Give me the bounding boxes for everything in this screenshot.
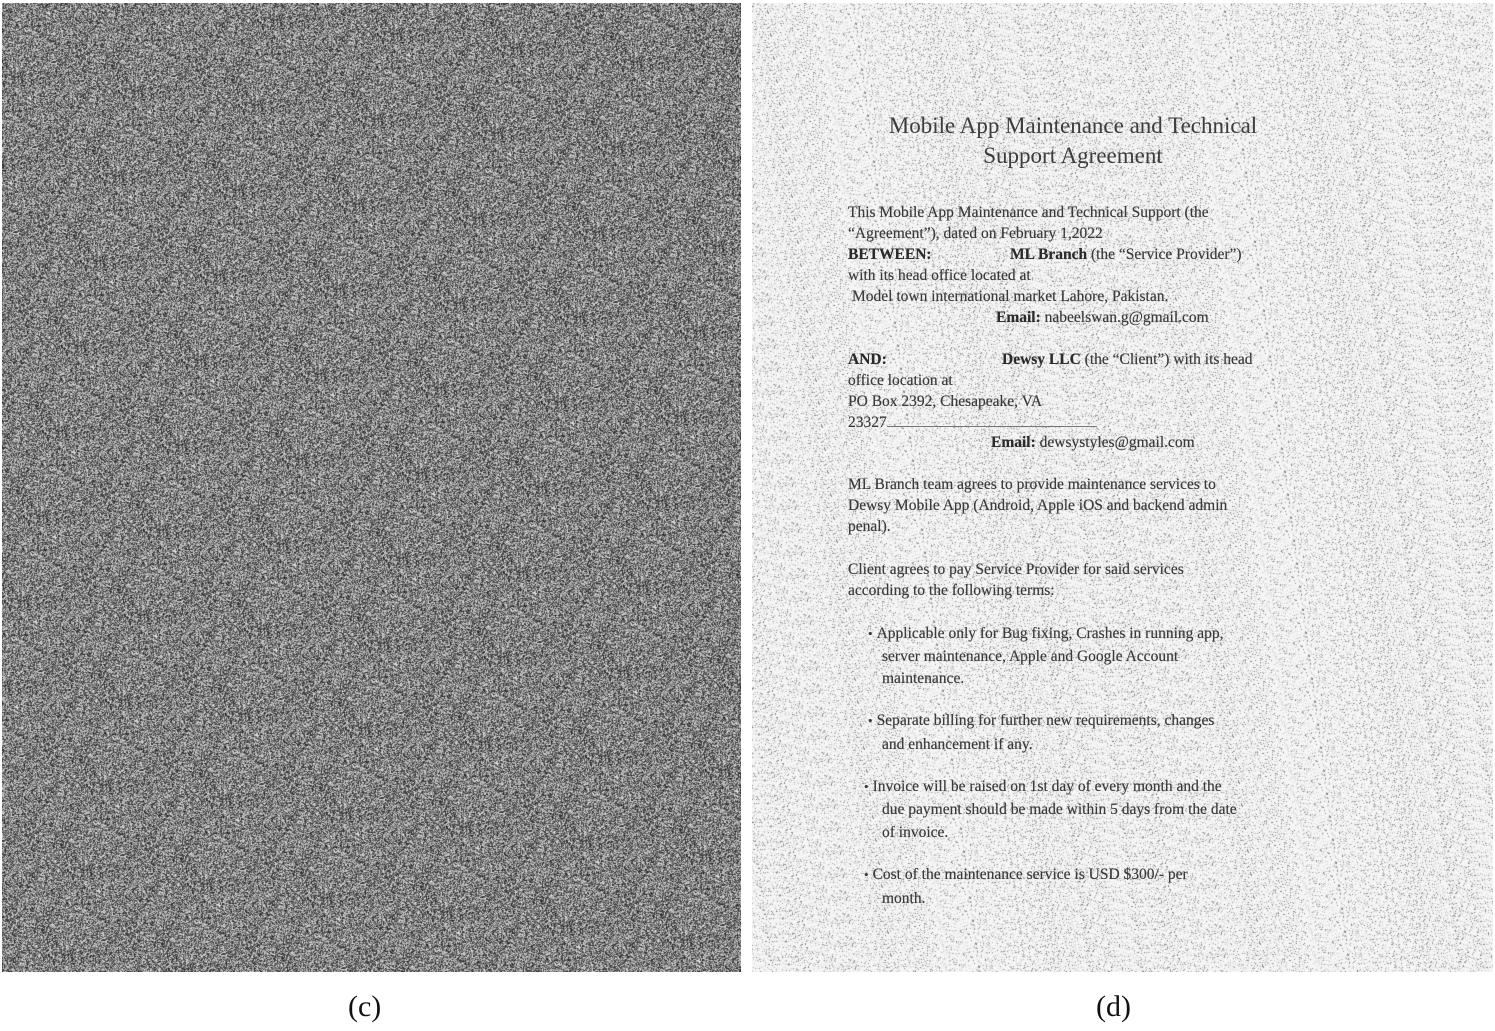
scope-line-3: penal). bbox=[848, 518, 891, 535]
intro-line-2: “Agreement”), dated on February 1,2022 bbox=[848, 225, 1103, 242]
bullet-item bbox=[868, 623, 1224, 644]
bullet-text: Invoice will be raised on 1st day of every month and the bbox=[872, 778, 1222, 795]
email-label: Email: bbox=[991, 434, 1036, 451]
client-zip-row bbox=[848, 412, 1097, 433]
bullet-marker: • bbox=[868, 713, 873, 728]
provider-heading bbox=[1010, 244, 1242, 265]
bullet-marker: • bbox=[864, 867, 869, 882]
provider-line-2: with its head office located at bbox=[848, 267, 1031, 284]
caption-d: (d) bbox=[1096, 990, 1131, 1023]
bullet-text: of invoice. bbox=[882, 824, 949, 841]
provider-role: (the “Service Provider”) bbox=[1090, 246, 1242, 263]
bullet-item bbox=[868, 710, 1214, 731]
scope-line-2: Dewsy Mobile App (Android, Apple iOS and backend admin bbox=[848, 497, 1228, 514]
noise-image-panel bbox=[2, 3, 741, 972]
provider-address: Model town international market Lahore, Pakistan. bbox=[852, 288, 1169, 305]
client-line-2: office location at bbox=[848, 372, 953, 389]
bullet-marker: • bbox=[864, 779, 869, 794]
client-role: (the “Client”) with its head bbox=[1084, 351, 1253, 368]
blank-underline bbox=[887, 412, 1097, 427]
between-label: BETWEEN: bbox=[848, 246, 932, 263]
title-line-2: Support Agreement bbox=[983, 143, 1163, 168]
payment-line-1: Client agrees to pay Service Provider for said services bbox=[848, 561, 1184, 578]
bullet-text: due payment should be made within 5 days from the date bbox=[882, 801, 1237, 818]
payment-line-2: according to the following terms: bbox=[848, 582, 1055, 599]
client-name: Dewsy LLC bbox=[1002, 351, 1081, 368]
bullet-marker: • bbox=[868, 626, 873, 641]
and-label: AND: bbox=[848, 351, 887, 368]
intro-line-1: This Mobile App Maintenance and Technical Support (the bbox=[848, 204, 1209, 221]
bullet-text: and enhancement if any. bbox=[882, 736, 1033, 753]
bullet-text: maintenance. bbox=[882, 670, 965, 687]
noise-image bbox=[2, 3, 741, 972]
provider-email: nabeelswan.g@gmail.com bbox=[1044, 309, 1209, 326]
bullet-text: server maintenance, Apple and Google Account bbox=[882, 648, 1179, 665]
title-line-1: Mobile App Maintenance and Technical bbox=[888, 113, 1258, 138]
bullet-item bbox=[864, 864, 1188, 885]
provider-email-row bbox=[996, 307, 1209, 328]
bullet-text: Separate billing for further new requirements, changes bbox=[876, 712, 1215, 729]
bullet-text: Applicable only for Bug fixing, Crashes in running app, bbox=[876, 625, 1224, 642]
bullet-text: Cost of the maintenance service is USD $300/- per bbox=[872, 866, 1188, 883]
client-email: dewsystyles@gmail.com bbox=[1039, 434, 1195, 451]
scope-line-1: ML Branch team agrees to provide maintenance services to bbox=[848, 476, 1216, 493]
client-address: PO Box 2392, Chesapeake, VA bbox=[848, 393, 1043, 410]
client-email-row bbox=[991, 432, 1195, 453]
document-title bbox=[848, 111, 1298, 171]
caption-c: (c) bbox=[348, 990, 382, 1023]
client-zip: 23327 bbox=[848, 414, 887, 431]
provider-name: ML Branch bbox=[1010, 246, 1088, 263]
email-label: Email: bbox=[996, 309, 1041, 326]
bullet-text: month. bbox=[882, 890, 926, 907]
noisy-document-panel bbox=[752, 3, 1493, 972]
client-heading bbox=[1002, 349, 1253, 370]
bullet-item bbox=[864, 776, 1222, 797]
